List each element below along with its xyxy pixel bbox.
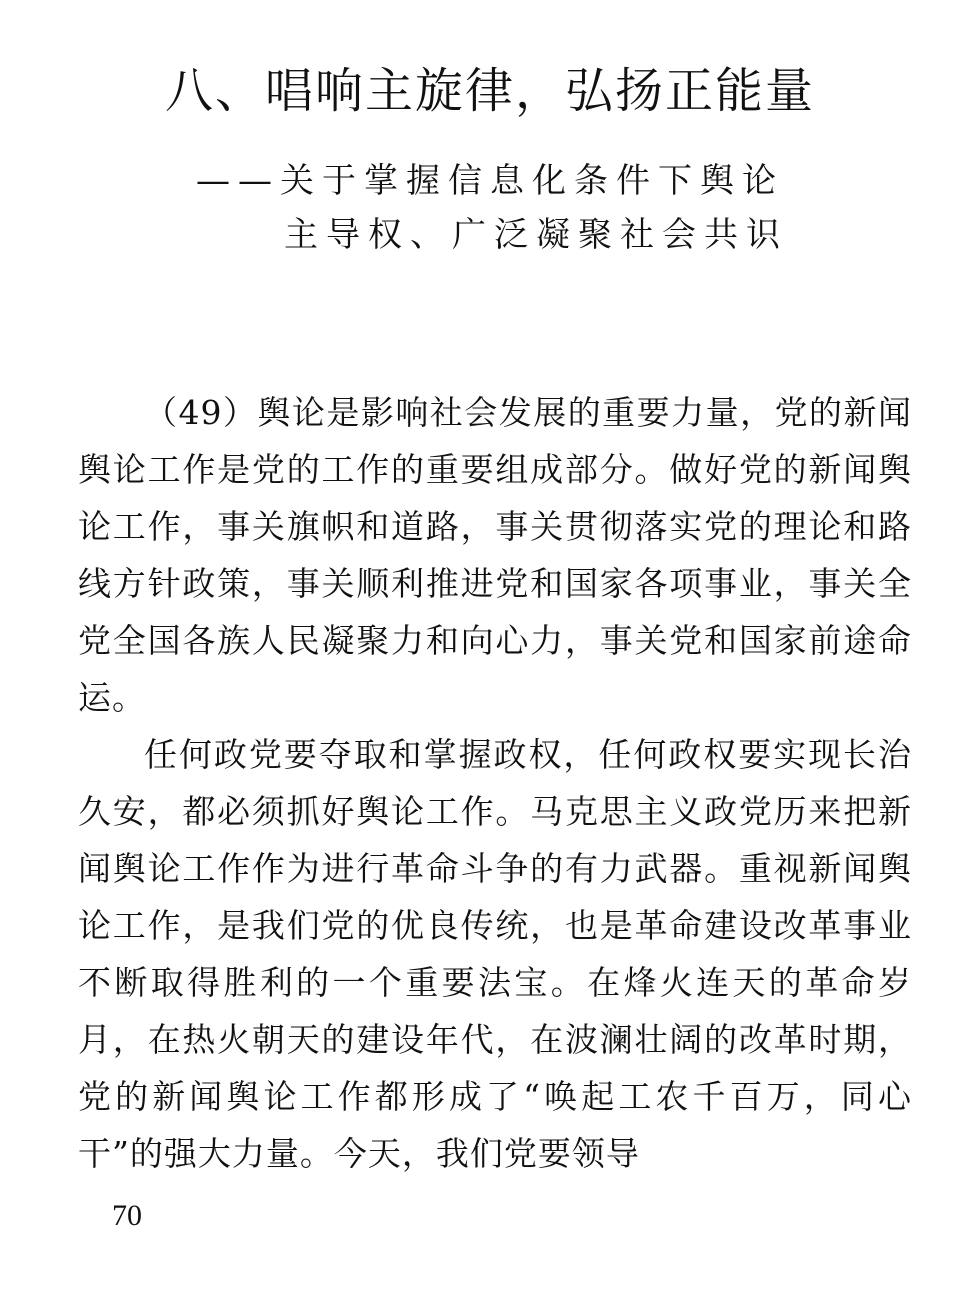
paragraph: 任何政党要夺取和掌握政权，任何政权要实现长治久安，都必须抓好舆论工作。马克思主义政党历来把新闻舆论工作作为进行革命斗争的有力武器。重视新闻舆论工作，是我们党的优良传统，也是革命建设改革事业不断取得胜利的一个重要法宝。在烽火连天的革命岁月，在热火朝天的建设年代，在波澜壮阔的改革时期，党的新闻舆论工作都形成了“唤起工农千百万，同心干”的强大力量。今天，我们党要领导: [78, 735, 912, 1173]
subtitle-line-1: ——关于掌握信息化条件下舆论: [196, 161, 784, 201]
subtitle-line-2: 主导权、广泛凝聚社会共识: [284, 215, 788, 255]
page-number: 70: [112, 1199, 142, 1232]
body-text: [78, 384, 912, 1182]
paragraph: （49）舆论是影响社会发展的重要力量，党的新闻舆论工作是党的工作的重要组成部分。做好党的新闻舆论工作，事关旗帜和道路，事关贯彻落实党的理论和路线方针政策，事关顺利推进党和国家各项事业，事关全党全国各族人民凝聚力和向心力，事关党和国家前途命运。: [78, 393, 912, 717]
chapter-subtitle: [196, 154, 788, 262]
chapter-title: 八、唱响主旋律，弘扬正能量: [164, 63, 815, 119]
